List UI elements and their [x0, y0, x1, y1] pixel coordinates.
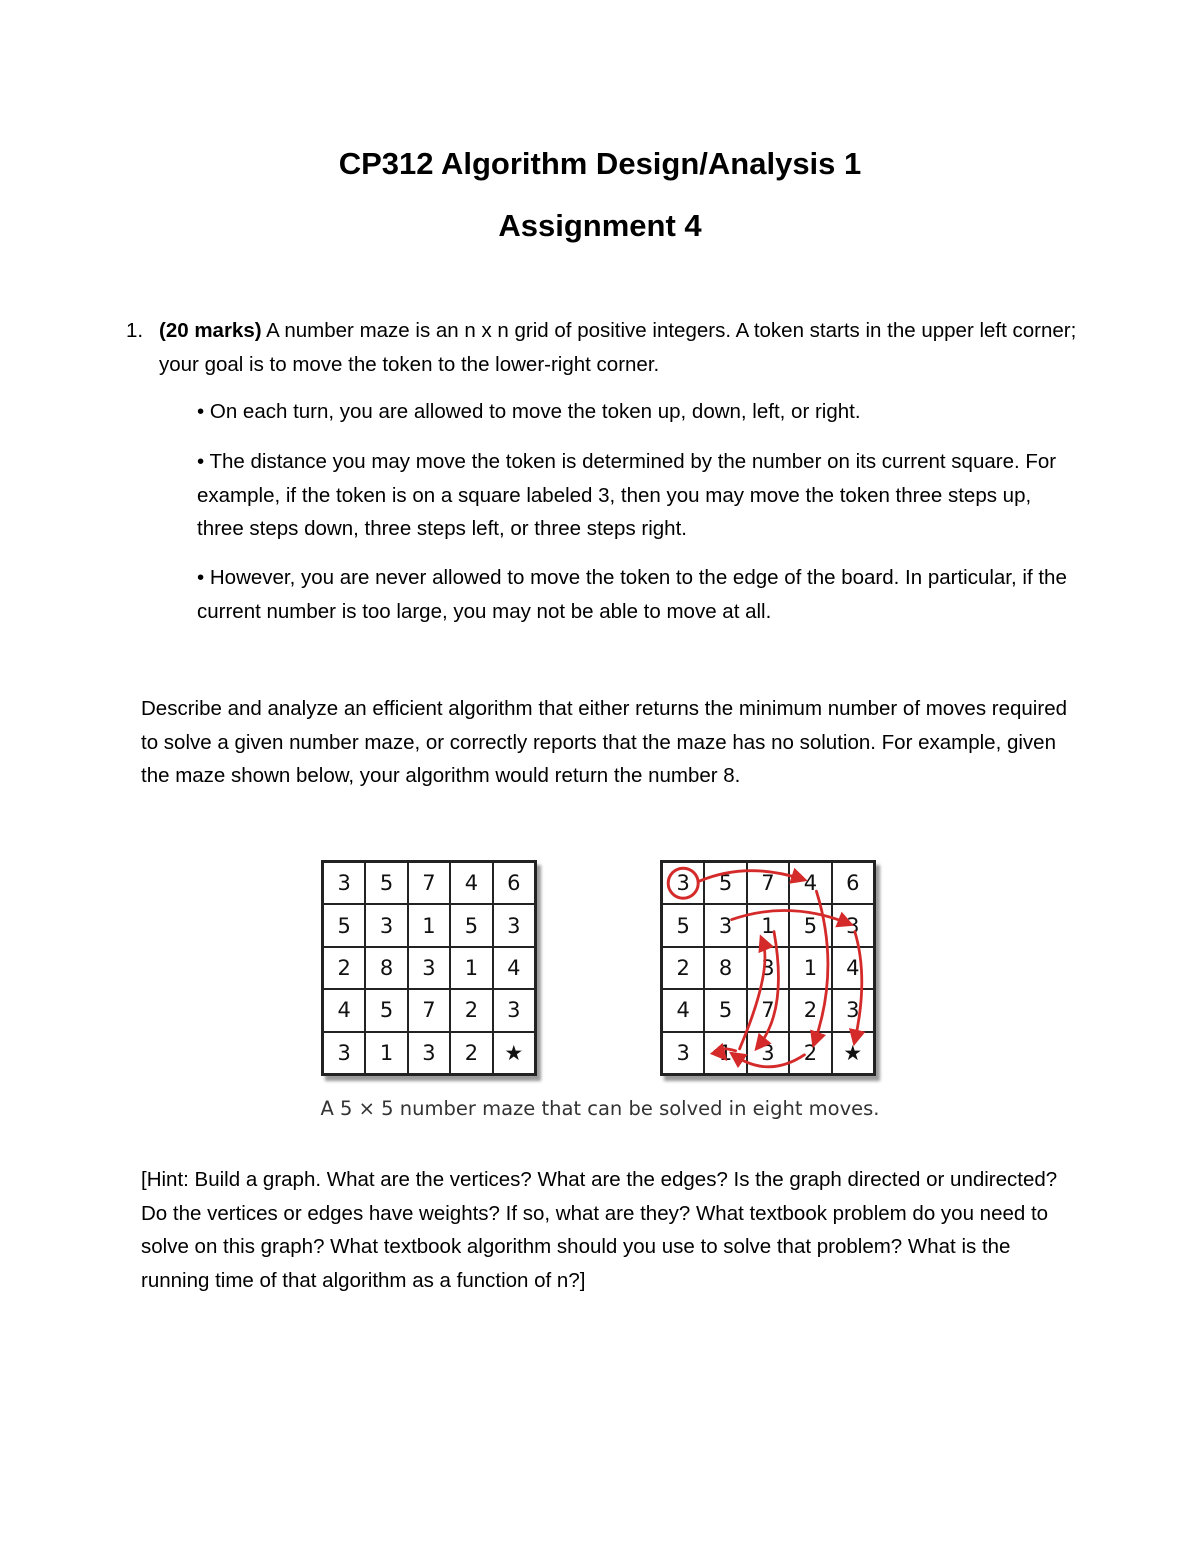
rule-bullet: • However, you are never allowed to move the token to the edge of the board. In particular, if the current number is too large, you may not be able to move at all.	[197, 566, 1067, 623]
maze-cell: 3	[747, 947, 789, 989]
maze-cell: 8	[704, 947, 746, 989]
maze-cell: 3	[408, 1032, 450, 1074]
maze-cell: 2	[789, 1032, 831, 1074]
number-maze-solution	[660, 860, 876, 1076]
maze-cell: 1	[747, 904, 789, 946]
maze-cell: 3	[832, 904, 874, 946]
maze-cell: 5	[662, 904, 704, 946]
maze-cell: 4	[789, 862, 831, 904]
maze-cell: 4	[493, 947, 535, 989]
maze-cell: 2	[450, 989, 492, 1031]
maze-cell: 4	[450, 862, 492, 904]
question-intro	[159, 314, 1079, 381]
figure-caption: A 5 × 5 number maze that can be solved in eight moves.	[320, 1097, 880, 1120]
maze-cell: ★	[832, 1032, 874, 1074]
maze-cell: 3	[493, 989, 535, 1031]
task-description: Describe and analyze an efficient algorithm that either returns the minimum number of moves required to solve a given number maze, or correctly reports that the maze has no solution. For example, given the maze shown below, your algorithm would return the number 8.	[141, 697, 1067, 787]
maze-cell: 7	[747, 989, 789, 1031]
maze-cell: 5	[365, 989, 407, 1031]
maze-cell: 5	[450, 904, 492, 946]
maze-cell: 5	[365, 862, 407, 904]
maze-cell: 5	[704, 862, 746, 904]
maze-cell: 3	[365, 904, 407, 946]
maze-cell: 3	[832, 989, 874, 1031]
maze-cell: 4	[662, 989, 704, 1031]
maze-cell: 2	[450, 1032, 492, 1074]
maze-cell: 3	[323, 862, 365, 904]
document-title: CP312 Algorithm Design/Analysis 1	[338, 146, 862, 181]
maze-cell: 2	[323, 947, 365, 989]
maze-cell: 7	[408, 989, 450, 1031]
maze-cell: 8	[365, 947, 407, 989]
maze-cell: 3	[704, 904, 746, 946]
maze-cell: 4	[323, 989, 365, 1031]
maze-cell: 7	[747, 862, 789, 904]
maze-cell: 3	[493, 904, 535, 946]
question-intro-text: A number maze is an n x n grid of positive integers. A token starts in the upper left corner; your goal is to move the token to the lower-right corner.	[159, 319, 1077, 376]
maze-cell: 2	[662, 947, 704, 989]
maze-cell: 1	[408, 904, 450, 946]
maze-cell: 6	[493, 862, 535, 904]
maze-cell: 3	[662, 862, 704, 904]
maze-cell: 1	[450, 947, 492, 989]
question-number: 1.	[126, 319, 144, 342]
rule-bullet: • The distance you may move the token is determined by the number on its current square. For example, if the token is on a square labeled 3, then you may move the token three steps up, three steps down, three steps left, or three steps right.	[197, 450, 1057, 540]
maze-cell: 6	[832, 862, 874, 904]
maze-cell: 1	[704, 1032, 746, 1074]
maze-cell: 3	[323, 1032, 365, 1074]
maze-cell: 4	[832, 947, 874, 989]
maze-cell: 7	[408, 862, 450, 904]
hint-paragraph: [Hint: Build a graph. What are the vertices? What are the edges? Is the graph directed or undirected? Do the vertices or edges have weights? If so, what are they? What textbook problem do you need to solve on this graph? What textbook algorithm should you use to solve that problem? What is the running time of that algorithm as a function of n?]	[141, 1168, 1058, 1292]
maze-cell: 1	[365, 1032, 407, 1074]
maze-cell: 3	[747, 1032, 789, 1074]
maze-cell: 3	[662, 1032, 704, 1074]
number-maze	[321, 860, 537, 1076]
maze-cell: 2	[789, 989, 831, 1031]
maze-cell: 5	[704, 989, 746, 1031]
maze-cell: 1	[789, 947, 831, 989]
maze-cell: 5	[789, 904, 831, 946]
maze-cell: 3	[408, 947, 450, 989]
assignment-title: Assignment 4	[498, 208, 702, 243]
maze-cell: 5	[323, 904, 365, 946]
question-marks: (20 marks)	[159, 319, 262, 342]
rule-bullet: • On each turn, you are allowed to move the token up, down, left, or right.	[197, 400, 861, 423]
maze-cell: ★	[493, 1032, 535, 1074]
